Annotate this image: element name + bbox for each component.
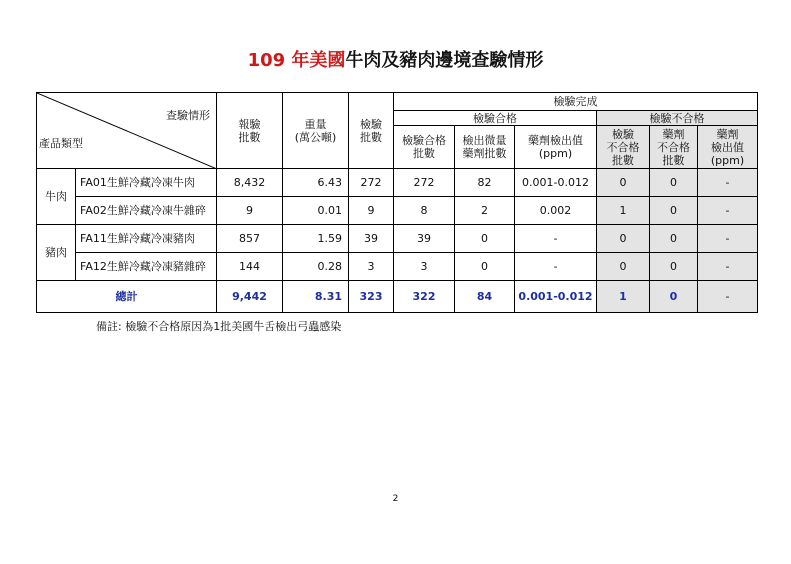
table-row	[37, 225, 758, 253]
residue-value: -	[515, 225, 597, 253]
trace-lots: 0	[455, 225, 515, 253]
total-fail-drug-lots: 0	[650, 281, 698, 313]
residue-value: -	[515, 253, 597, 281]
total-trace-lots: 84	[455, 281, 515, 313]
header-fail-drug-lots: 藥劑 不合格 批數	[650, 126, 698, 169]
inspected-lots: 272	[349, 169, 394, 197]
category-beef: 牛肉	[37, 169, 76, 225]
inspection-table	[36, 92, 758, 313]
fail-test-lots: 0	[597, 225, 650, 253]
item-name: FA12生鮮冷藏冷凍豬雜碎	[76, 253, 217, 281]
pass-lots: 3	[394, 253, 455, 281]
reported-lots: 9	[217, 197, 283, 225]
title-rest: 牛肉及豬肉邊境查驗情形	[345, 50, 544, 71]
title-year: 109 年美國	[247, 50, 346, 71]
pass-lots: 8	[394, 197, 455, 225]
total-residue-value: 0.001-0.012	[515, 281, 597, 313]
category-pork: 豬肉	[37, 225, 76, 281]
item-name: FA01生鮮冷藏冷凍牛肉	[76, 169, 217, 197]
footnote: 備註: 檢驗不合格原因為1批美國牛舌檢出弓蟲感染	[96, 320, 342, 333]
total-weight: 8.31	[283, 281, 349, 313]
fail-drug-lots: 0	[650, 225, 698, 253]
total-fail-drug-value: -	[698, 281, 758, 313]
trace-lots: 82	[455, 169, 515, 197]
pass-lots: 39	[394, 225, 455, 253]
total-reported-lots: 9,442	[217, 281, 283, 313]
fail-drug-lots: 0	[650, 197, 698, 225]
fail-test-lots: 1	[597, 197, 650, 225]
page-number: 2	[392, 494, 399, 504]
fail-drug-value: -	[698, 197, 758, 225]
reported-lots: 144	[217, 253, 283, 281]
total-label: 總計	[37, 281, 217, 313]
header-diagonal-cell	[37, 93, 217, 169]
fail-test-lots: 0	[597, 169, 650, 197]
header-residue-value: 藥劑檢出值 (ppm)	[515, 126, 597, 169]
weight: 1.59	[283, 225, 349, 253]
total-pass-lots: 322	[394, 281, 455, 313]
residue-value: 0.001-0.012	[515, 169, 597, 197]
trace-lots: 0	[455, 253, 515, 281]
header-reported-lots: 報驗 批數	[217, 93, 283, 169]
total-fail-test-lots: 1	[597, 281, 650, 313]
inspected-lots: 3	[349, 253, 394, 281]
fail-drug-value: -	[698, 225, 758, 253]
fail-drug-lots: 0	[650, 253, 698, 281]
reported-lots: 857	[217, 225, 283, 253]
trace-lots: 2	[455, 197, 515, 225]
weight: 0.28	[283, 253, 349, 281]
header-passed: 檢驗合格	[394, 111, 597, 126]
total-row	[37, 281, 758, 313]
header-inspected-lots: 檢驗 批數	[349, 93, 394, 169]
item-name: FA02生鮮冷藏冷凍牛雜碎	[76, 197, 217, 225]
inspected-lots: 9	[349, 197, 394, 225]
pass-lots: 272	[394, 169, 455, 197]
header-inspection-status: 查驗情形	[166, 109, 210, 122]
header-pass-lots: 檢驗合格 批數	[394, 126, 455, 169]
item-name: FA11生鮮冷藏冷凍豬肉	[76, 225, 217, 253]
weight: 0.01	[283, 197, 349, 225]
table-row	[37, 253, 758, 281]
fail-drug-value: -	[698, 169, 758, 197]
total-inspected-lots: 323	[349, 281, 394, 313]
header-fail-drug-value: 藥劑 檢出值 (ppm)	[698, 126, 758, 169]
fail-drug-lots: 0	[650, 169, 698, 197]
weight: 6.43	[283, 169, 349, 197]
fail-drug-value: -	[698, 253, 758, 281]
header-trace-lots: 檢出微量 藥劑批數	[455, 126, 515, 169]
residue-value: 0.002	[515, 197, 597, 225]
header-completed: 檢驗完成	[394, 93, 758, 111]
header-failed: 檢驗不合格	[597, 111, 758, 126]
table-row	[37, 169, 758, 197]
header-fail-test-lots: 檢驗 不合格 批數	[597, 126, 650, 169]
header-product-type: 產品類型	[39, 137, 83, 150]
header-weight: 重量 (萬公噸)	[283, 93, 349, 169]
page-title	[0, 46, 791, 72]
reported-lots: 8,432	[217, 169, 283, 197]
diagonal-line	[37, 93, 217, 169]
inspected-lots: 39	[349, 225, 394, 253]
table-row	[37, 197, 758, 225]
fail-test-lots: 0	[597, 253, 650, 281]
